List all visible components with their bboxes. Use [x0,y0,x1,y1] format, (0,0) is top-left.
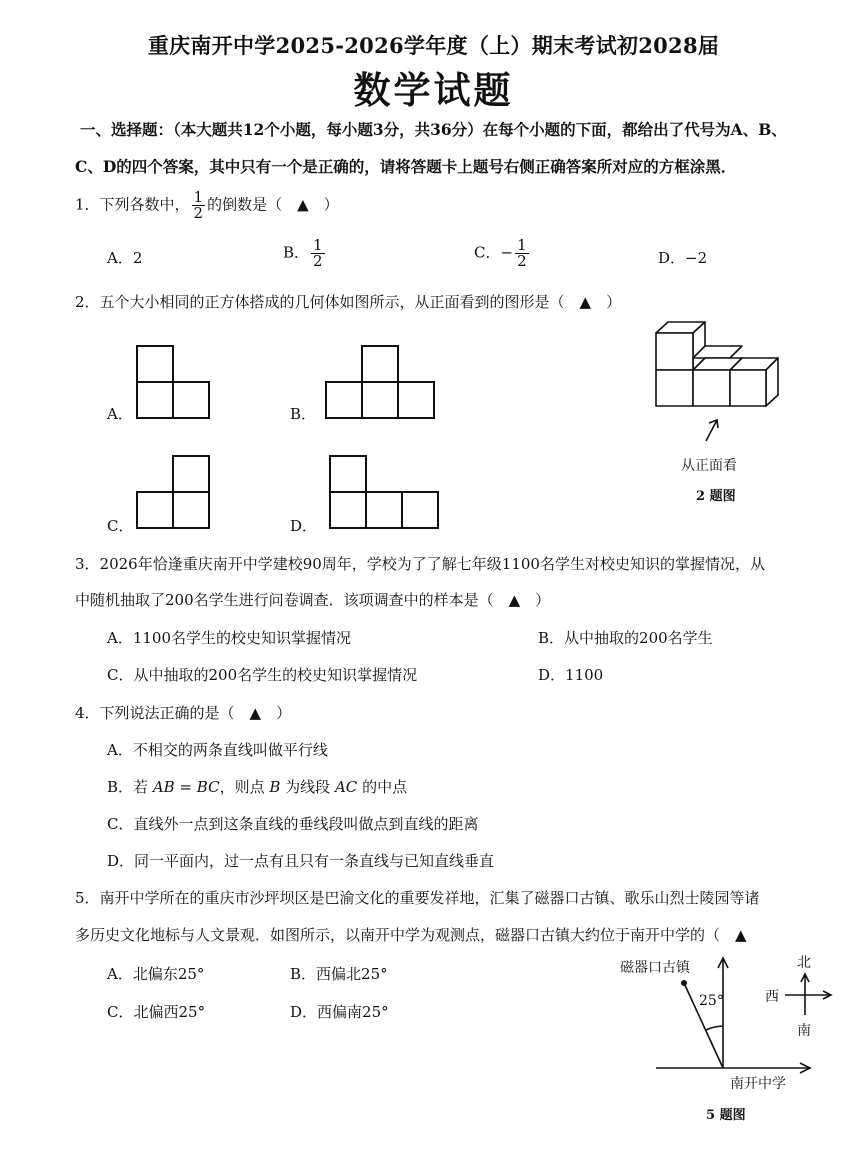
q5-compass-north-label: 北 [797,955,811,971]
q5-option-a: A．北偏东25° [107,965,205,983]
q1-option-c-num: 1 [517,236,527,254]
section1-instructions-line2: C、D的四个答案，其中只有一个是正确的，请将答题卡上题号右侧正确答案所对应的方框涂黑． [75,157,737,176]
q5-option-d: D．西偏南25° [290,1003,389,1021]
section1-instructions-line1: 一、选择题：（本大题共12个小题，每小题3分，共36分）在每个小题的下面，都给出了代号为A、B、 [80,120,787,139]
q4-option-c: C．直线外一点到这条直线的垂线段叫做点到直线的距离 [107,815,479,833]
q1-prefix: 1．下列各数中， [75,195,190,214]
question-3-stem-line1: 3．2026年恰逢重庆南开中学建校90周年，学校为了了解七年级1100名学生对校史知识的掌握情况，从 [75,555,765,573]
q5-compass-west-label: 西 [765,989,779,1005]
q4-option-b-mid2: 为线段 [285,778,331,796]
q3-option-c: C．从中抽取的200名学生的校史知识掌握情况 [107,666,418,684]
q2-option-d-label: D． [290,517,318,535]
q2-option-b-label: B． [290,405,317,423]
q5-compass-south-label: 南 [797,1023,811,1039]
q1-option-c-den: 2 [517,252,527,270]
q1-option-a: A．2 [107,249,143,267]
q2-option-c-label: C． [107,517,134,535]
q5-point-marker [681,980,687,986]
q1-option-b-num: 1 [313,236,323,254]
q4-option-b-mid: ，则点 [219,778,265,796]
question-2-stem: 2．五个大小相同的正方体搭成的几何体如图所示，从正面看到的图形是（ ▲ ） [75,293,622,311]
q4-option-d: D．同一平面内，过一点有且只有一条直线与已知直线垂直 [107,852,495,870]
q2-option-a-label: A． [107,405,133,423]
q5-origin-label: 南开中学 [730,1076,786,1092]
q4-option-b-equation: AB = BC [152,778,220,796]
question-4-stem: 4．下列说法正确的是（ ▲ ） [75,704,292,722]
q1-option-b-label: B． [283,243,310,262]
q3-option-b: B．从中抽取的200名学生 [538,629,713,647]
q5-figure-caption: 5 题图 [706,1108,746,1123]
q5-point-label: 磁器口古镇 [620,960,690,976]
q1-frac-denominator: 2 [193,204,204,222]
q5-option-b: B．西偏北25° [290,965,388,983]
q4-option-b-prefix: B．若 [107,778,149,796]
q4-option-b-end: 的中点 [362,778,408,796]
question-5-stem-line2: 多历史文化地标与人文景观．如图所示，以南开中学为观测点，磁器口古镇大约位于南开中学的（ ▲ [75,926,747,944]
exam-subject-title: 数学试题 [353,68,514,112]
q4-option-b-segment: AC [334,778,358,796]
q3-option-d: D．1100 [538,666,604,684]
question-5-stem-line1: 5．南开中学所在的重庆市沙坪坝区是巴渝文化的重要发祥地，汇集了磁器口古镇、歌乐山烈士陵园等诸 [75,889,760,907]
q1-option-c-label: C． [474,243,501,262]
q2-figure-caption: 2 题图 [696,489,736,504]
q1-suffix: 的倒数是（ ▲ ） [207,195,339,214]
exam-header-title: 重庆南开中学2025-2026学年度（上）期末考试初2028届 [147,33,720,58]
q1-option-d: D．−2 [658,249,708,267]
q5-angle-label: 25° [699,993,724,1009]
q5-option-c: C．北偏西25° [107,1003,206,1021]
q1-frac-numerator: 1 [193,188,204,206]
q4-option-b-point: B [269,778,281,796]
question-3-stem-line2: 中随机抽取了200名学生进行问卷调查．该项调查中的样本是（ ▲ ） [75,591,551,609]
q2-view-label: 从正面看 [681,458,737,474]
q4-option-a: A．不相交的两条直线叫做平行线 [107,741,328,759]
q1-option-b-den: 2 [313,252,323,270]
q5-angle-arc [706,1026,723,1030]
q1-option-c-sign: − [500,243,514,262]
q3-option-a: A．1100名学生的校史知识掌握情况 [107,629,352,647]
